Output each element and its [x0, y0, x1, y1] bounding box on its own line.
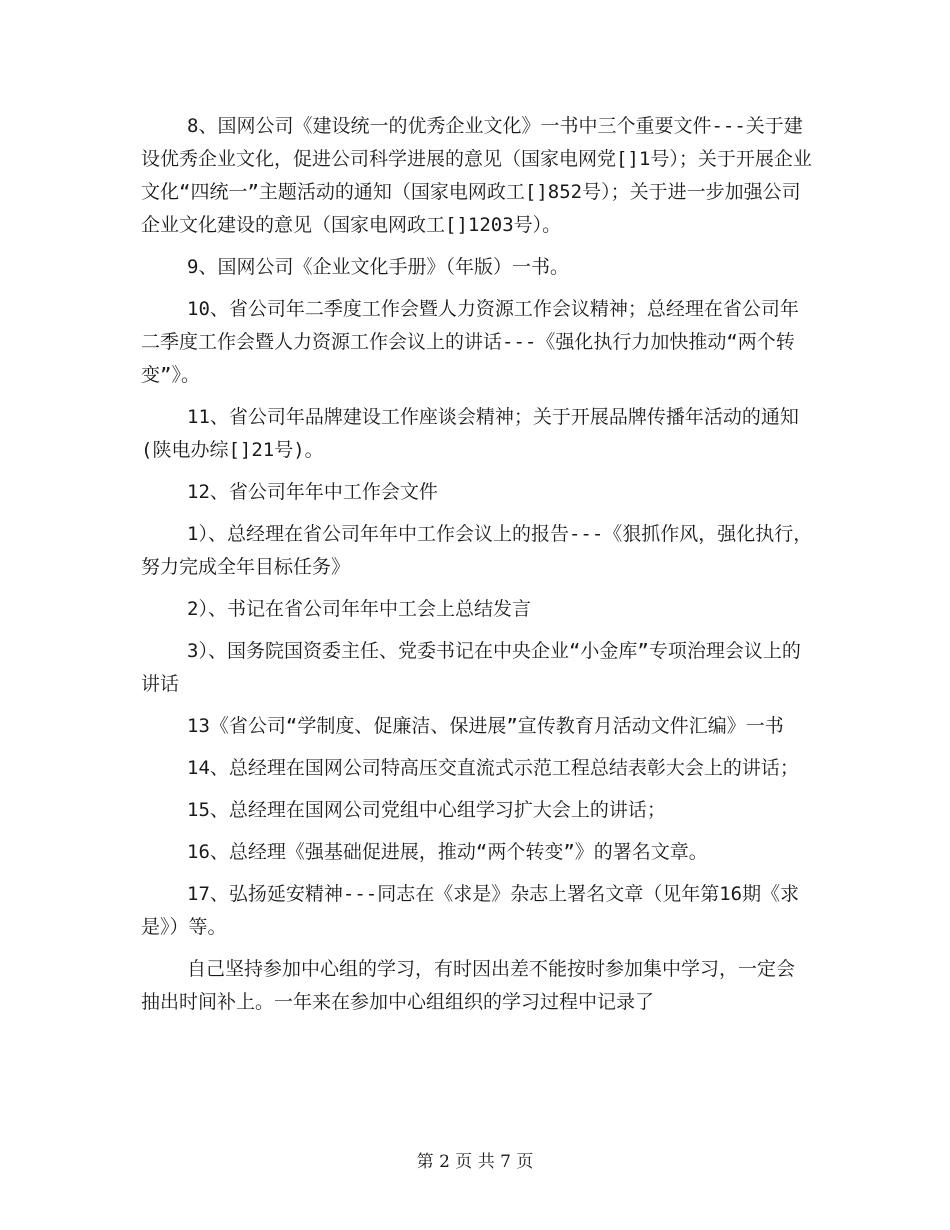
paragraph-subitem-2: 2）、书记在省公司年年中工会上总结发言: [187, 598, 531, 620]
paragraph-item-8: 8、国网公司《建设统一的优秀企业文化》一书中三个重要文件---关于建设优秀企业文化，促进公司科学进展的意见（国家电网党[]1号）；关于开展企业文化“四统一”主题活动的通知（国家电网政工[]852号）；关于进一步加强公司企业文化建设的意见（国家电网政工[]1203号）。: [141, 115, 812, 236]
paragraph-closing: 自己坚持参加中心组的学习，有时因出差不能按时参加集中学习，一定会抽出时间补上。一年来在参加中心组组织的学习过程中记录了: [141, 958, 796, 1013]
paragraph-subitem-1: 1）、总经理在省公司年年中工作会议上的报告---《狠抓作风，强化执行，努力完成全年目标任务》: [141, 523, 813, 578]
document-body: [141, 110, 813, 1019]
paragraph-item-11: 11、省公司年品牌建设工作座谈会精神；关于开展品牌传播年活动的通知(陕电办综[]21号)。: [141, 406, 799, 461]
paragraph-item-15: 15、总经理在国网公司党组中心组学习扩大会上的讲话；: [187, 799, 666, 821]
paragraph-item-9: 9、国网公司《企业文化手册》（年版）一书。: [187, 256, 569, 278]
paragraph-item-10: 10、省公司年二季度工作会暨人力资源工作会议精神；总经理在省公司年二季度工作会暨人力资源工作会议上的讲话---《强化执行力加快推动“两个转变”》。: [141, 298, 799, 386]
paragraph-subitem-3: 3）、国务院国资委主任、党委书记在中央企业“小金库”专项治理会议上的讲话: [141, 640, 801, 695]
paragraph-item-13: 13《省公司“学制度、促廉洁、保进展”宣传教育月活动文件汇编》一书: [187, 715, 784, 737]
paragraph-item-12: 12、省公司年年中工作会文件: [187, 481, 438, 503]
paragraph-item-16: 16、总经理《强基础促进展，推动“两个转变”》的署名文章。: [187, 841, 708, 863]
paragraph-item-17: 17、弘扬延安精神---同志在《求是》杂志上署名文章（见年第16期《求是》）等。: [141, 883, 800, 938]
page-number-footer: 第 2 页 共 7 页: [416, 1152, 534, 1172]
paragraph-item-14: 14、总经理在国网公司特高压交直流式示范工程总结表彰大会上的讲话；: [187, 757, 799, 779]
